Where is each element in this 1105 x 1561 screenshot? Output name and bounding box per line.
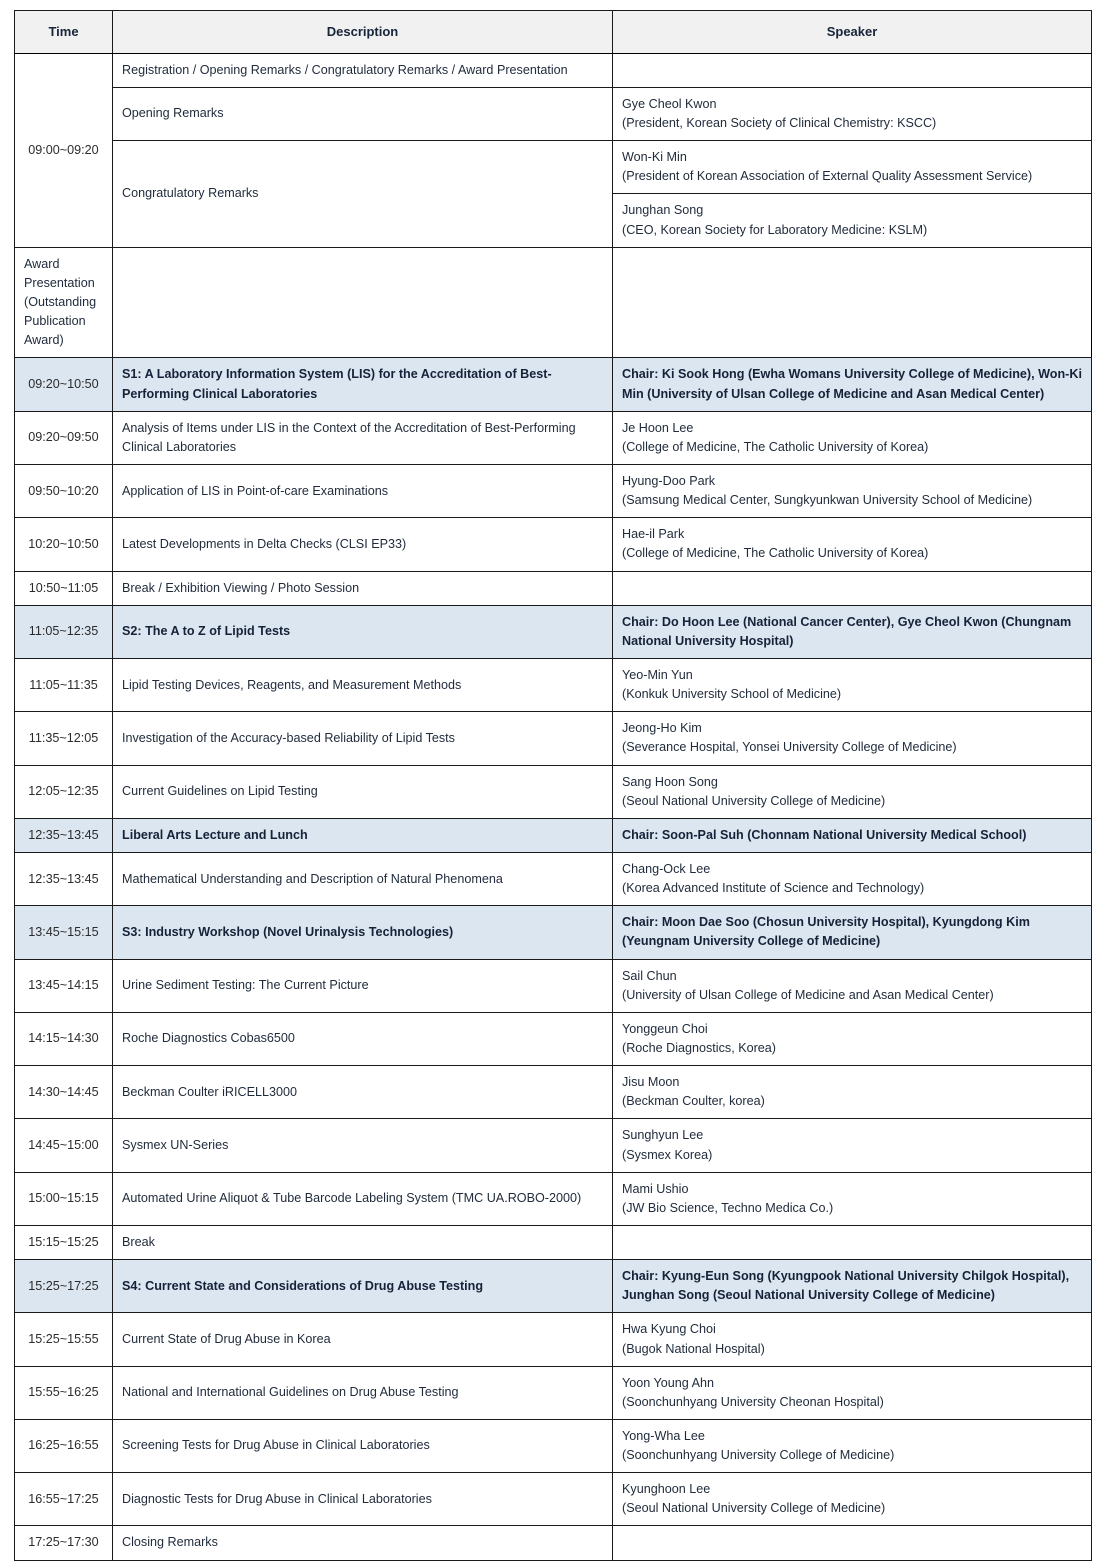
cell-description: Lipid Testing Devices, Reagents, and Measurement Methods <box>113 658 613 711</box>
speaker-affiliation: (Soonchunhyang University Cheonan Hospital) <box>622 1394 884 1409</box>
cell-time: 13:45~15:15 <box>15 906 113 959</box>
cell-time: 16:25~16:55 <box>15 1419 113 1472</box>
cell-description: Current State of Drug Abuse in Korea <box>113 1313 613 1366</box>
speaker-affiliation: (Beckman Coulter, korea) <box>622 1094 765 1109</box>
speaker-name: Chair: Do Hoon Lee (National Cancer Center), Gye Cheol Kwon (Chungnam National University Hospital) <box>622 614 1072 648</box>
speaker-name: Jisu Moon <box>622 1075 680 1090</box>
table-row <box>15 1066 1092 1119</box>
table-row <box>15 1366 1092 1419</box>
cell-time: 14:15~14:30 <box>15 1012 113 1065</box>
speaker-name: Chair: Kyung-Eun Song (Kyungpook National University Chilgok Hospital), Junghan Song (Seoul National University College of Medicine) <box>622 1269 1070 1303</box>
cell-time: 15:25~15:55 <box>15 1313 113 1366</box>
cell-description: Application of LIS in Point-of-care Examinations <box>113 465 613 518</box>
speaker-name: Chair: Moon Dae Soo (Chosun University Hospital), Kyungdong Kim (Yeungnam University College of Medicine) <box>622 915 1030 949</box>
cell-description: Registration / Opening Remarks / Congratulatory Remarks / Award Presentation <box>113 53 613 87</box>
speaker-name: Chair: Ki Sook Hong (Ewha Womans University College of Medicine), Won-Ki Min (University of Ulsan College of Medicine and Asan Medical Center) <box>622 367 1082 401</box>
cell-speaker <box>613 87 1092 140</box>
table-row <box>15 1419 1092 1472</box>
cell-description: Investigation of the Accuracy-based Reliability of Lipid Tests <box>113 712 613 765</box>
speaker-affiliation: (Seoul National University College of Medicine) <box>622 1501 886 1516</box>
cell-description: S3: Industry Workshop (Novel Urinalysis Technologies) <box>113 906 613 959</box>
speaker-affiliation: (CEO, Korean Society for Laboratory Medicine: KSLM) <box>622 222 928 237</box>
table-row <box>15 1473 1092 1526</box>
cell-description: Sysmex UN-Series <box>113 1119 613 1172</box>
speaker-name: Sang Hoon Song <box>622 774 718 789</box>
speaker-name: Kyunghoon Lee <box>622 1482 711 1497</box>
speaker-name: Sail Chun <box>622 968 677 983</box>
cell-time: 09:20~10:50 <box>15 358 113 411</box>
header-row <box>15 11 1092 54</box>
table-row <box>15 518 1092 571</box>
cell-speaker <box>613 906 1092 959</box>
cell-description: Automated Urine Aliquot & Tube Barcode Labeling System (TMC UA.ROBO-2000) <box>113 1172 613 1225</box>
speaker-name: Yonggeun Choi <box>622 1021 708 1036</box>
cell-description: Opening Remarks <box>113 87 613 140</box>
cell-speaker <box>613 1366 1092 1419</box>
table-row <box>15 658 1092 711</box>
speaker-name: Jeong-Ho Kim <box>622 721 702 736</box>
speaker-affiliation: (College of Medicine, The Catholic University of Korea) <box>622 546 929 561</box>
speaker-name: Mami Ushio <box>622 1181 689 1196</box>
speaker-affiliation: (Konkuk University School of Medicine) <box>622 687 842 702</box>
cell-time: 09:50~10:20 <box>15 465 113 518</box>
speaker-affiliation: (Korea Advanced Institute of Science and Technology) <box>622 881 925 896</box>
speaker-name: Je Hoon Lee <box>622 420 694 435</box>
cell-description: Roche Diagnostics Cobas6500 <box>113 1012 613 1065</box>
cell-speaker <box>613 358 1092 411</box>
cell-speaker <box>613 1066 1092 1119</box>
table-row <box>15 1012 1092 1065</box>
cell-time: 11:05~11:35 <box>15 658 113 711</box>
cell-time: 12:35~13:45 <box>15 818 113 852</box>
cell-description: Diagnostic Tests for Drug Abuse in Clinical Laboratories <box>113 1473 613 1526</box>
speaker-affiliation: (University of Ulsan College of Medicine and Asan Medical Center) <box>622 987 994 1002</box>
speaker-name: Sunghyun Lee <box>622 1128 704 1143</box>
conference-schedule-table <box>14 10 1092 1561</box>
cell-time: 17:25~17:30 <box>15 1526 113 1560</box>
table-row <box>15 712 1092 765</box>
cell-speaker <box>613 605 1092 658</box>
table-row <box>15 1119 1092 1172</box>
cell-speaker <box>613 1419 1092 1472</box>
speaker-name: Chair: Soon-Pal Suh (Chonnam National University Medical School) <box>622 827 1027 842</box>
speaker-affiliation: (President, Korean Society of Clinical Chemistry: KSCC) <box>622 116 937 131</box>
cell-description: S4: Current State and Considerations of Drug Abuse Testing <box>113 1260 613 1313</box>
cell-speaker <box>613 852 1092 905</box>
speaker-name: Chang-Ock Lee <box>622 861 711 876</box>
table-row <box>15 53 1092 87</box>
cell-time: 16:55~17:25 <box>15 1473 113 1526</box>
cell-speaker <box>613 1225 1092 1259</box>
cell-time: 12:05~12:35 <box>15 765 113 818</box>
table-row <box>15 571 1092 605</box>
speaker-name: Hyung-Doo Park <box>622 474 716 488</box>
table-row <box>15 465 1092 518</box>
cell-speaker <box>613 1260 1092 1313</box>
cell-time: 09:20~09:50 <box>15 411 113 464</box>
cell-speaker <box>613 1012 1092 1065</box>
cell-time: 15:00~15:15 <box>15 1172 113 1225</box>
table-row <box>15 87 1092 140</box>
session-header-row <box>15 1260 1092 1313</box>
cell-time: 15:55~16:25 <box>15 1366 113 1419</box>
table-body <box>15 53 1092 1560</box>
cell-description: S1: A Laboratory Information System (LIS) for the Accreditation of Best-Performing Clinical Laboratories <box>113 358 613 411</box>
cell-description: Closing Remarks <box>113 1526 613 1560</box>
cell-description: Mathematical Understanding and Description of Natural Phenomena <box>113 852 613 905</box>
cell-description: Liberal Arts Lecture and Lunch <box>113 818 613 852</box>
cell-time: 15:15~15:25 <box>15 1225 113 1259</box>
speaker-affiliation: (Bugok National Hospital) <box>622 1341 765 1356</box>
cell-speaker <box>613 1172 1092 1225</box>
session-header-row <box>15 358 1092 411</box>
cell-speaker <box>613 1526 1092 1560</box>
cell-time: 14:30~14:45 <box>15 1066 113 1119</box>
table-row <box>15 852 1092 905</box>
cell-time: 14:45~15:00 <box>15 1119 113 1172</box>
column-header-description: Description <box>113 11 613 54</box>
cell-description: Urine Sediment Testing: The Current Picture <box>113 959 613 1012</box>
cell-speaker <box>613 141 1092 194</box>
table-header <box>15 11 1092 54</box>
cell-speaker <box>613 571 1092 605</box>
cell-speaker <box>613 818 1092 852</box>
cell-speaker <box>613 1313 1092 1366</box>
table-row <box>15 411 1092 464</box>
speaker-name: Yong-Wha Lee <box>622 1428 705 1443</box>
speaker-name: Yeo-Min Yun <box>622 667 693 682</box>
cell-time: 10:50~11:05 <box>15 571 113 605</box>
table-row <box>15 1526 1092 1560</box>
cell-description: S2: The A to Z of Lipid Tests <box>113 605 613 658</box>
table-row <box>15 1313 1092 1366</box>
table-row <box>15 141 1092 194</box>
speaker-name: Hwa Kyung Choi <box>622 1322 716 1337</box>
speaker-name: Hae-il Park <box>622 527 685 542</box>
cell-speaker <box>113 247 613 358</box>
table-row <box>15 1225 1092 1259</box>
cell-speaker <box>613 712 1092 765</box>
cell-description: Congratulatory Remarks <box>113 141 613 248</box>
session-header-row <box>15 906 1092 959</box>
cell-description: National and International Guidelines on Drug Abuse Testing <box>113 1366 613 1419</box>
speaker-name: Yoon Young Ahn <box>622 1375 714 1390</box>
table-row <box>15 247 1092 358</box>
cell-description: Latest Developments in Delta Checks (CLSI EP33) <box>113 518 613 571</box>
cell-description: Analysis of Items under LIS in the Context of the Accreditation of Best-Performing Clinical Laboratories <box>113 411 613 464</box>
speaker-name: Junghan Song <box>622 203 704 218</box>
speaker-affiliation: (Seoul National University College of Medicine) <box>622 793 886 808</box>
cell-speaker <box>613 53 1092 87</box>
cell-speaker <box>613 518 1092 571</box>
cell-time: 15:25~17:25 <box>15 1260 113 1313</box>
cell-speaker <box>613 411 1092 464</box>
cell-description: Screening Tests for Drug Abuse in Clinical Laboratories <box>113 1419 613 1472</box>
cell-description: Break / Exhibition Viewing / Photo Session <box>113 571 613 605</box>
cell-time: 11:05~12:35 <box>15 605 113 658</box>
table-row <box>15 1172 1092 1225</box>
cell-speaker <box>613 959 1092 1012</box>
cell-time: 13:45~14:15 <box>15 959 113 1012</box>
column-header-speaker: Speaker <box>613 11 1092 54</box>
speaker-affiliation: (Sysmex Korea) <box>622 1147 713 1162</box>
cell-description: Current Guidelines on Lipid Testing <box>113 765 613 818</box>
cell-time: 09:00~09:20 <box>15 53 113 247</box>
cell-speaker <box>613 194 1092 247</box>
cell-description: Award Presentation (Outstanding Publication Award) <box>15 247 113 358</box>
cell-description: Beckman Coulter iRICELL3000 <box>113 1066 613 1119</box>
cell-time: 12:35~13:45 <box>15 852 113 905</box>
session-header-row <box>15 605 1092 658</box>
speaker-affiliation: (President of Korean Association of External Quality Assessment Service) <box>622 169 1033 184</box>
table-row <box>15 959 1092 1012</box>
speaker-affiliation: (Roche Diagnostics, Korea) <box>622 1040 776 1055</box>
cell-description: Break <box>113 1225 613 1259</box>
speaker-affiliation: (Severance Hospital, Yonsei University College of Medicine) <box>622 740 957 755</box>
cell-speaker <box>613 1473 1092 1526</box>
session-header-row <box>15 818 1092 852</box>
speaker-name: Won-Ki Min <box>622 150 687 165</box>
cell-speaker <box>613 658 1092 711</box>
cell-speaker <box>613 1119 1092 1172</box>
table-row <box>15 765 1092 818</box>
speaker-affiliation: (College of Medicine, The Catholic University of Korea) <box>622 439 929 454</box>
speaker-affiliation: (Samsung Medical Center, Sungkyunkwan University School of Medicine) <box>622 493 1033 508</box>
cell-time: 11:35~12:05 <box>15 712 113 765</box>
cell-speaker <box>613 765 1092 818</box>
speaker-affiliation: (Soonchunhyang University College of Medicine) <box>622 1448 895 1463</box>
column-header-time: Time <box>15 11 113 54</box>
speaker-name: Gye Cheol Kwon <box>622 96 717 111</box>
speaker-affiliation: (JW Bio Science, Techno Medica Co.) <box>622 1200 834 1215</box>
cell-speaker <box>613 465 1092 518</box>
cell-time: 10:20~10:50 <box>15 518 113 571</box>
